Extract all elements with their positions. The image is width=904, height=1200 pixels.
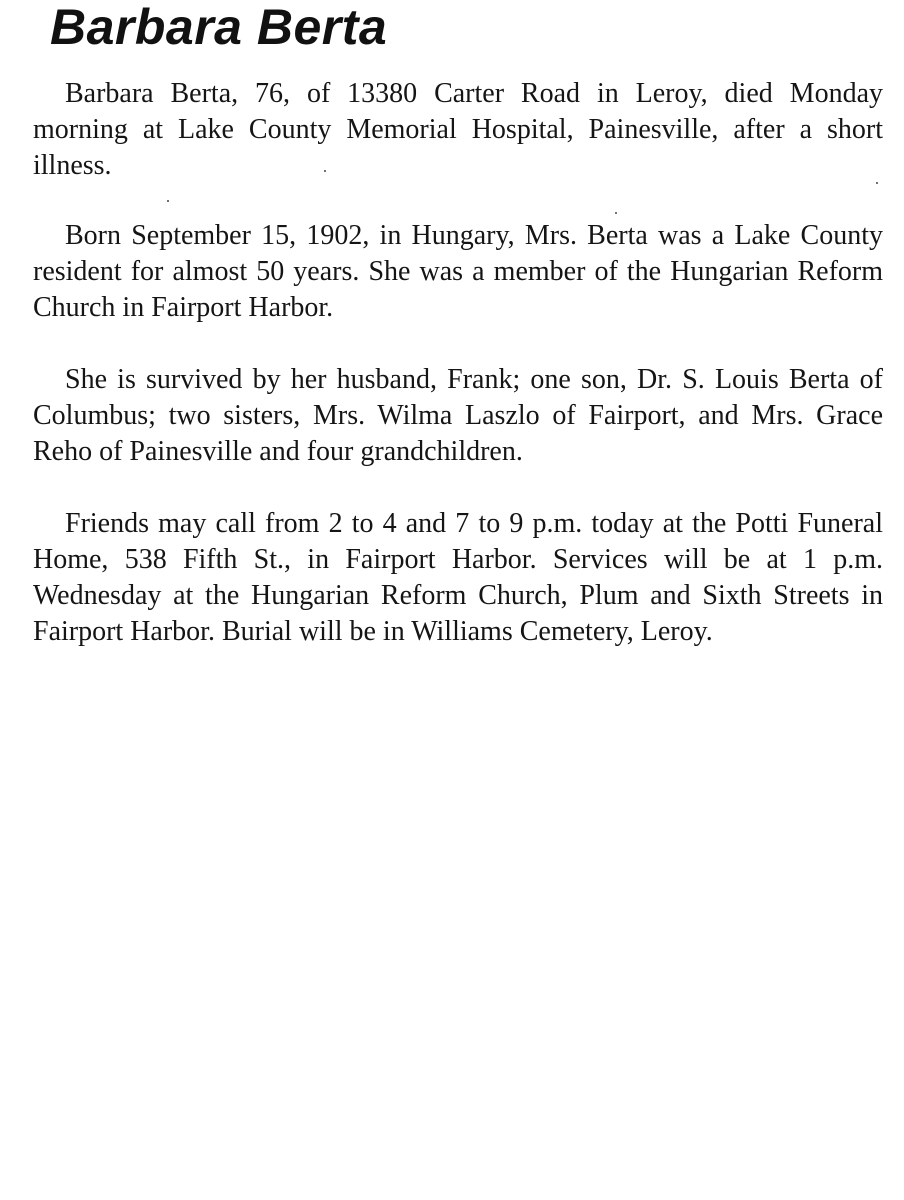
scan-speck [324, 170, 326, 172]
scan-speck [615, 212, 617, 214]
obituary-paragraph-death-notice: Barbara Berta, 76, of 13380 Carter Road in Leroy, died Monday morning at Lake County Memorial Hospital, Painesville, after a short illness. [33, 78, 883, 181]
scan-speck [876, 182, 878, 184]
obituary-paragraph-biography: Born September 15, 1902, in Hungary, Mrs. Berta was a Lake County resident for almost 50 years. She was a member of the Hungarian Reform Church in Fairport Harbor. [33, 220, 883, 323]
obituary-headline: Barbara Berta [50, 0, 388, 55]
scan-speck [167, 200, 169, 202]
obituary-paragraph-survivors: She is survived by her husband, Frank; one son, Dr. S. Louis Berta of Columbus; two sisters, Mrs. Wilma Laszlo of Fairport, and Mrs. Grace Reho of Painesville and four grandchildren. [33, 364, 883, 467]
obituary-paragraph-services: Friends may call from 2 to 4 and 7 to 9 p.m. today at the Potti Funeral Home, 538 Fifth St., in Fairport Harbor. Services will be at 1 p.m. Wednesday at the Hungarian Reform Church, Plum and Sixth Streets in Fairport Harbor. Burial will be in Williams Cemetery, Leroy. [33, 508, 883, 647]
